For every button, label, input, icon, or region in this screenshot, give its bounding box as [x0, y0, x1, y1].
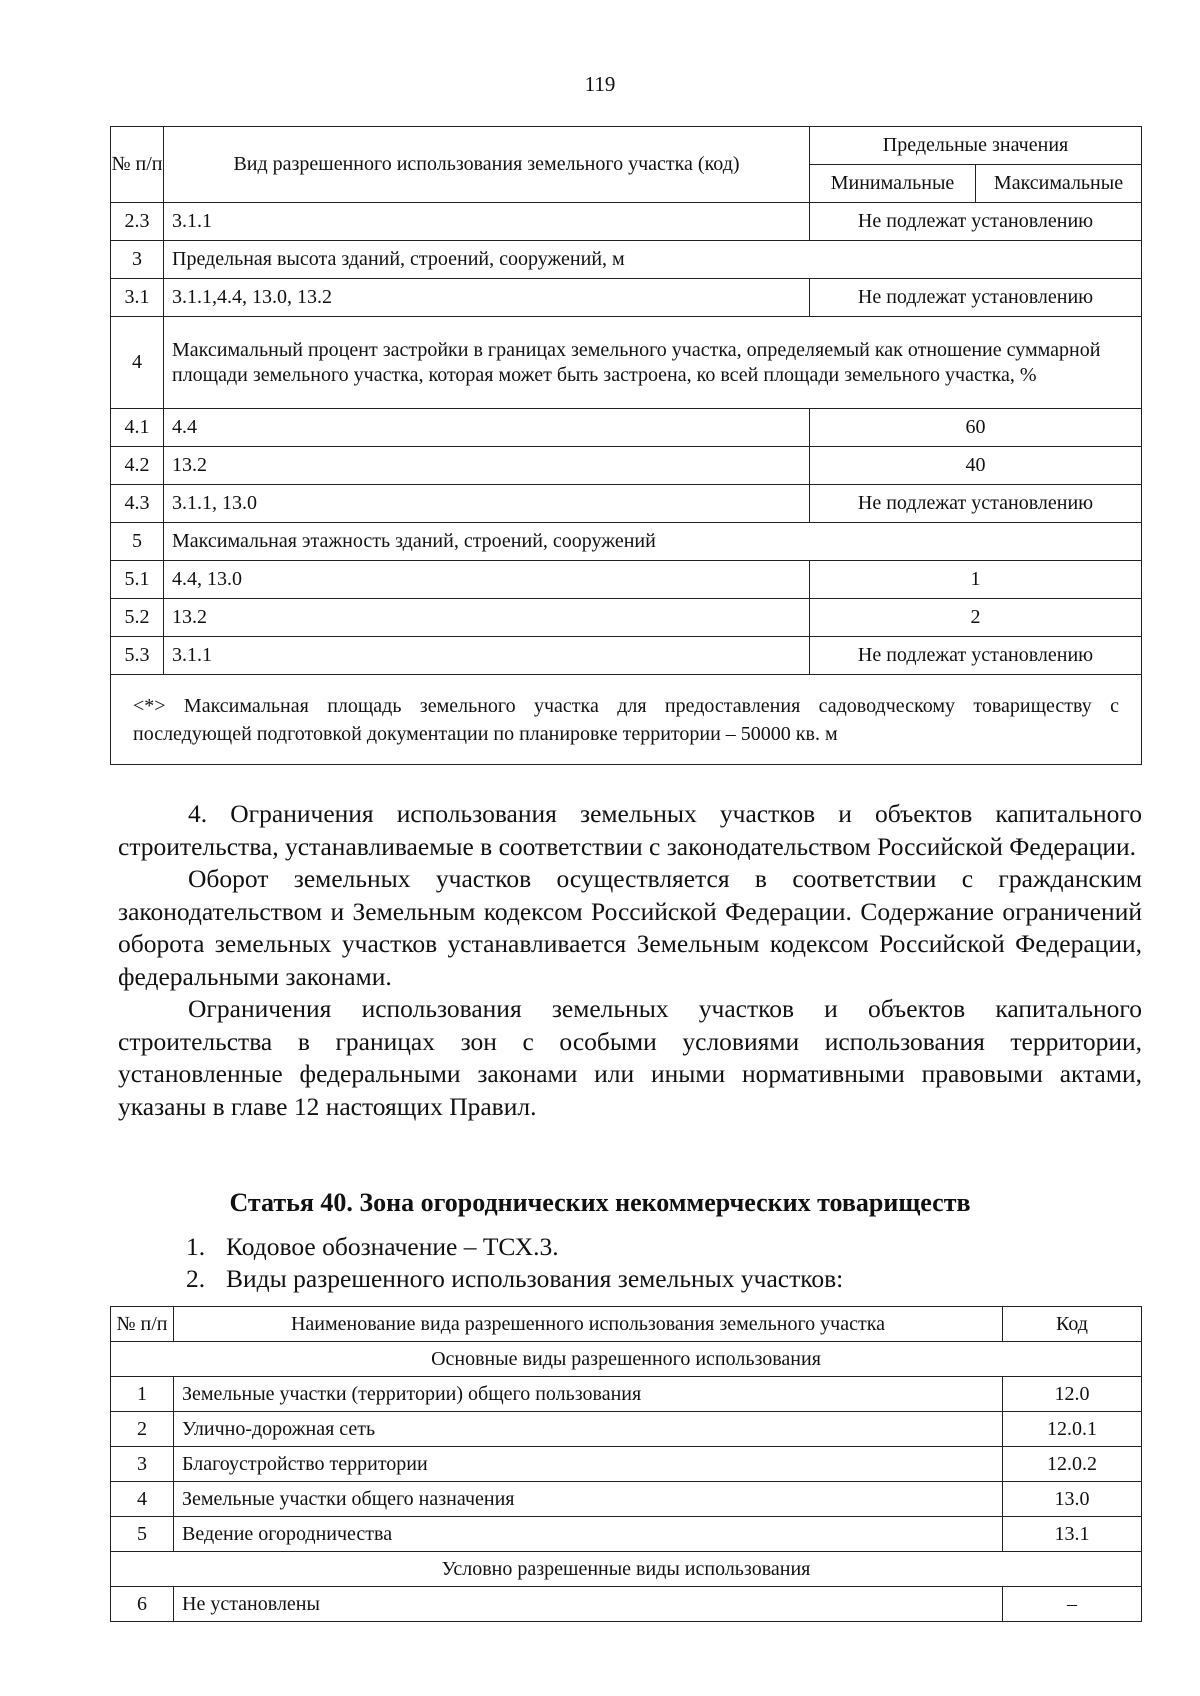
row-name: Земельные участки общего назначения	[174, 1482, 1003, 1517]
header-limits: Предельные значения	[810, 127, 1142, 165]
row-value: 1	[810, 561, 1142, 599]
table-row	[111, 561, 1142, 599]
row-num: 4.3	[111, 485, 164, 523]
paragraph: Ограничения использования земельных участков и объектов капитального строительства в границах зон с особыми условиями использования территории, установленные федеральными законами или иными нормативными правовыми актами, указаны в главе 12 настоящих Правил.	[118, 994, 1142, 1121]
page-number: 119	[584, 72, 616, 96]
table-row	[111, 1517, 1142, 1552]
table-header-row	[111, 127, 1142, 165]
row-name: Максимальная этажность зданий, строений, сооружений	[164, 523, 1142, 561]
list-item-text: Виды разрешенного использования земельных участков:	[226, 1264, 844, 1293]
row-name: Максимальный процент застройки в границах земельного участка, определяемый как отношение суммарной площади земельного участка, которая может быть застроена, ко всей площади земельного участка, %	[164, 317, 1142, 409]
row-code: 12.0.1	[1003, 1412, 1142, 1447]
row-name: 13.2	[164, 447, 810, 485]
section-main: Основные виды разрешенного использования	[111, 1342, 1142, 1377]
body-text	[118, 798, 1142, 1123]
row-num: 4.1	[111, 409, 164, 447]
row-name: Благоустройство территории	[174, 1447, 1003, 1482]
row-num: 1	[111, 1377, 174, 1412]
row-name: Улично-дорожная сеть	[174, 1412, 1003, 1447]
row-value: Не подлежат установлению	[810, 279, 1142, 317]
row-num: 5.3	[111, 637, 164, 675]
row-code: 12.0	[1003, 1377, 1142, 1412]
row-name: 3.1.1,4.4, 13.0, 13.2	[164, 279, 810, 317]
row-name: 4.4, 13.0	[164, 561, 810, 599]
paragraph: Оборот земельных участков осуществляется в соответствии с гражданским законодательством и Земельным кодексом Российской Федерации. Содержание ограничений оборота земельных участков устанавливается Земельным кодексом Российской Федерации, федеральными законами.	[118, 864, 1142, 991]
row-name: 3.1.1	[164, 637, 810, 675]
row-name: 3.1.1, 13.0	[164, 485, 810, 523]
table-row	[111, 279, 1142, 317]
row-value: 2	[810, 599, 1142, 637]
row-num: 2	[111, 1412, 174, 1447]
header-code: Код	[1003, 1307, 1142, 1342]
row-value: Не подлежат установлению	[810, 637, 1142, 675]
row-value: 40	[810, 447, 1142, 485]
list-item	[186, 1232, 559, 1262]
table-row	[111, 485, 1142, 523]
paragraph: 4. Ограничения использования земельных участков и объектов капитального строительства, устанавливаемые в соответствии с законодательством Российской Федерации.	[118, 799, 1142, 861]
row-code: –	[1003, 1587, 1142, 1622]
table-row	[111, 1447, 1142, 1482]
limits-table	[110, 126, 1142, 765]
table-row	[111, 1377, 1142, 1412]
table-row	[111, 1412, 1142, 1447]
row-name: 4.4	[164, 409, 810, 447]
table-row	[111, 241, 1142, 279]
row-name: 3.1.1	[164, 203, 810, 241]
table-row	[111, 599, 1142, 637]
table-row	[111, 1482, 1142, 1517]
row-value: Не подлежат установлению	[810, 203, 1142, 241]
table-row	[111, 523, 1142, 561]
row-code: 13.1	[1003, 1517, 1142, 1552]
row-name: Ведение огородничества	[174, 1517, 1003, 1552]
list-item-text: Кодовое обозначение – ТСХ.3.	[226, 1232, 559, 1261]
row-num: 3	[111, 1447, 174, 1482]
header-min: Минимальные	[810, 165, 976, 203]
section-row	[111, 1342, 1142, 1377]
list-item-number: 1.	[186, 1232, 206, 1261]
row-num: 5.1	[111, 561, 164, 599]
header-name: Вид разрешенного использования земельного участка (код)	[164, 127, 810, 203]
table-note-row	[111, 675, 1142, 765]
table-row	[111, 1587, 1142, 1622]
table-row	[111, 447, 1142, 485]
section-conditional: Условно разрешенные виды использования	[111, 1552, 1142, 1587]
row-num: 3.1	[111, 279, 164, 317]
row-num: 4	[111, 317, 164, 409]
row-num: 3	[111, 241, 164, 279]
row-code: 13.0	[1003, 1482, 1142, 1517]
row-value: Не подлежат установлению	[810, 485, 1142, 523]
header-max: Максимальные	[976, 165, 1142, 203]
list-item	[186, 1264, 843, 1294]
row-code: 12.0.2	[1003, 1447, 1142, 1482]
table-row	[111, 317, 1142, 409]
row-num: 5	[111, 1517, 174, 1552]
table-row	[111, 409, 1142, 447]
row-value: 60	[810, 409, 1142, 447]
permitted-use-table	[110, 1306, 1142, 1622]
row-num: 4.2	[111, 447, 164, 485]
header-num: № п/п	[111, 1307, 174, 1342]
row-name: 13.2	[164, 599, 810, 637]
list-item-number: 2.	[186, 1264, 206, 1293]
table-note: <*> Максимальная площадь земельного участка для предоставления садоводческому товариществу с последующей подготовкой документации по планировке территории – 50000 кв. м	[111, 675, 1142, 765]
section-row	[111, 1552, 1142, 1587]
row-num: 4	[111, 1482, 174, 1517]
row-num: 5.2	[111, 599, 164, 637]
row-name: Предельная высота зданий, строений, сооружений, м	[164, 241, 1142, 279]
table-header-row	[111, 1307, 1142, 1342]
header-name: Наименование вида разрешенного использования земельного участка	[174, 1307, 1003, 1342]
table-row	[111, 637, 1142, 675]
row-num: 5	[111, 523, 164, 561]
article-heading: Статья 40. Зона огороднических некоммерческих товариществ	[229, 1188, 971, 1217]
header-num: № п/п	[111, 127, 164, 203]
row-name: Земельные участки (территории) общего пользования	[174, 1377, 1003, 1412]
row-name: Не установлены	[174, 1587, 1003, 1622]
row-num: 6	[111, 1587, 174, 1622]
table-row	[111, 203, 1142, 241]
row-num: 2.3	[111, 203, 164, 241]
